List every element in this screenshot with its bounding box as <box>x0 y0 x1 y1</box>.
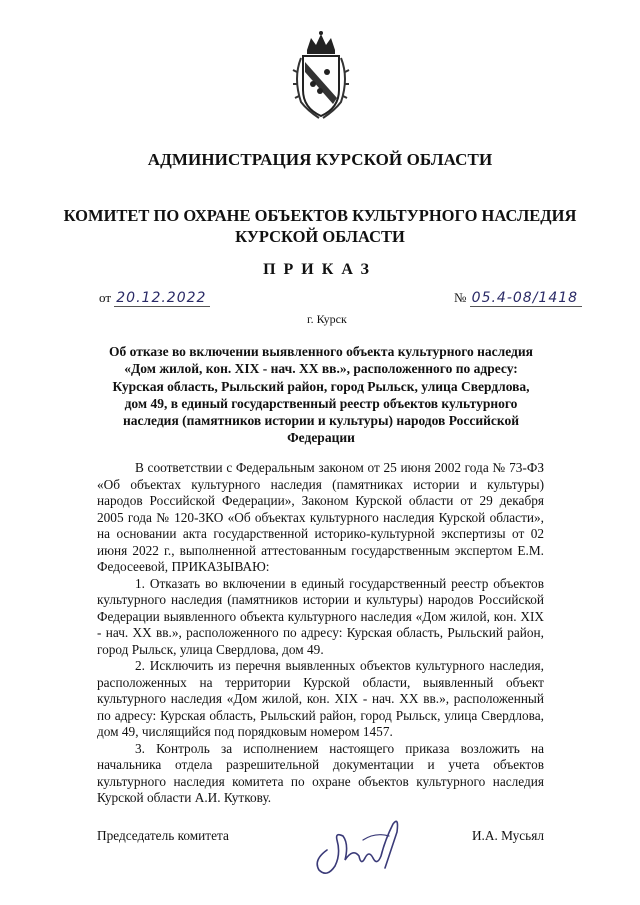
preamble-paragraph: В соответствии с Федеральным законом от 25 июня 2002 года № 73-ФЗ «Об объектах культурного наследия (памятниках истории и культуры) народов Российской Федерации», Законом Курской области от 29 декабря 2005 года № 120-ЗКО «Об объектах культурного наследия Курской области», на основании акта государственной историко-культурной экспертизы от 02 июня 2022 г., выполненной аттестованным государственным экспертом Е.М. Федосеевой, ПРИКАЗЫВАЮ: <box>97 460 544 574</box>
document-type: ПРИКАЗ <box>263 261 377 278</box>
city: г. Курск <box>307 312 347 326</box>
coat-of-arms-icon <box>289 28 353 120</box>
agency-name: АДМИНИСТРАЦИЯ КУРСКОЙ ОБЛАСТИ <box>147 150 493 169</box>
order-item-1: 1. Отказать во включении в единый государственный реестр объектов культурного наследия (памятников истории и культуры) народов Российской Федерации выявленного объекта культурного наследия «Дом жилой, кон. XIX - нач. XX вв.», расположенного по адресу: Курская область, Рыльский район, город Рыльск, улица Свердлова, дом 49. <box>97 575 544 657</box>
order-item-2: 2. Исключить из перечня выявленных объектов культурного наследия, расположенных на территории Курской области, выявленный объект культурного наследия «Дом жилой, кон. XIX - нач. XX вв.», расположенный по адресу: Курская область, Рыльский район, город Рыльск, улица Свердлова, дом 49, числящийся под порядковым номером 1457. <box>97 658 544 739</box>
signer-title: Председатель комитета <box>97 828 229 843</box>
date-prefix: от <box>99 290 112 305</box>
document-body <box>97 460 544 807</box>
date-row <box>99 290 210 307</box>
document-number: 05.4-08/1418 <box>471 290 579 306</box>
committee-line-1: КОМИТЕТ ПО ОХРАНЕ ОБЪЕКТОВ КУЛЬТУРНОГО НАСЛЕДИЯ <box>63 206 577 225</box>
signer-name: И.А. Мусьял <box>471 828 544 843</box>
handwritten-signature-icon <box>305 810 415 880</box>
number-row <box>454 290 582 307</box>
number-prefix: № <box>454 290 467 305</box>
document-subject: Об отказе во включении выявленного объекта культурного наследия «Дом жилой, кон. XIX - нач. XX вв.», расположенного по адресу: Курская область, Рыльский район, город Рыльск, улица Свердлова, дом 49, в единый государственный реестр объектов культурного наследия (памятников истории и культуры) народов Российской Федерации <box>109 344 533 446</box>
document-date: 20.12.2022 <box>116 290 207 306</box>
order-item-3: 3. Контроль за исполнением настоящего приказа возложить на начальника отдела разрешительной документации и учета объектов культурного наследия комитета по охране объектов культурного наследия Курской области А.И. Куткову. <box>97 740 544 805</box>
committee-line-2: КУРСКОЙ ОБЛАСТИ <box>235 227 405 246</box>
committee-name <box>60 205 580 247</box>
